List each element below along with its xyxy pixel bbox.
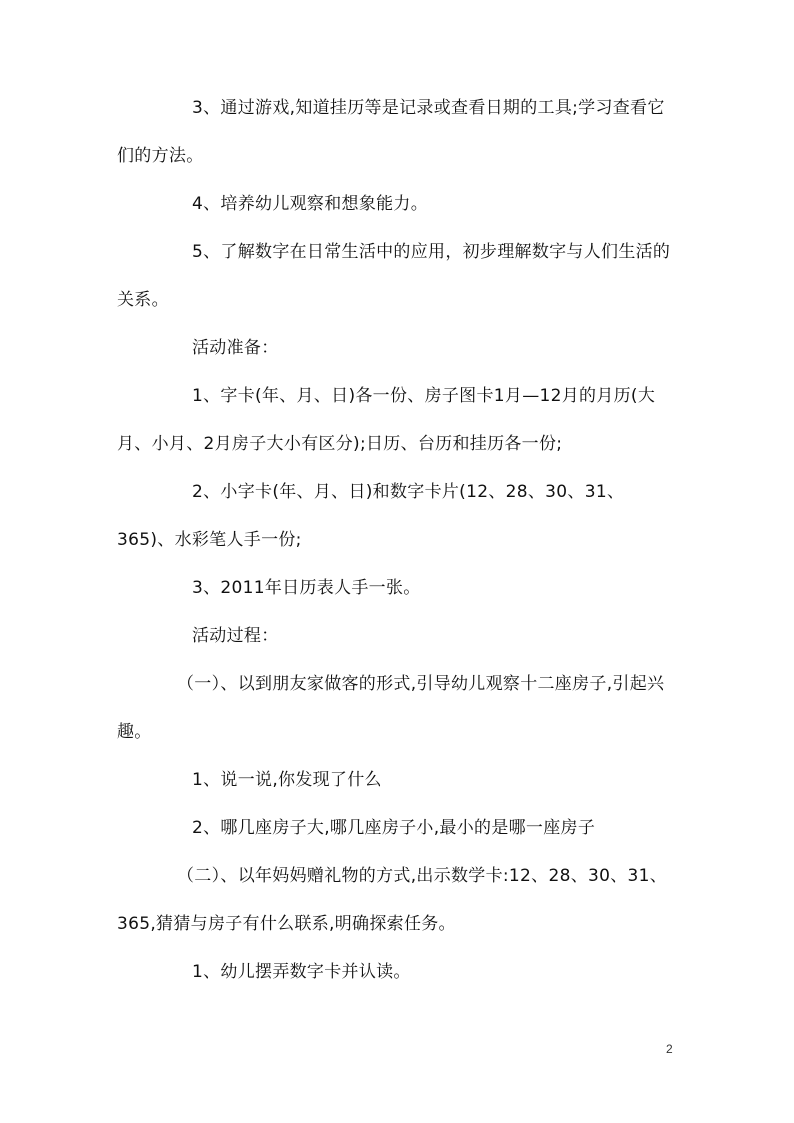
page-number: 2 bbox=[666, 1042, 673, 1056]
paragraph-prep-3: 3、2011年日历表人手一张。 bbox=[192, 578, 421, 598]
paragraph-goal-3: 3、通过游戏,知道挂历等是记录或查看日期的工具;学习查看它们的方法。 bbox=[117, 98, 665, 166]
section-heading-process: 活动过程： bbox=[192, 626, 279, 646]
paragraph-step-1-item-1: 1、说一说,你发现了什么 bbox=[192, 770, 382, 790]
paragraph-step-1-item-2: 2、哪几座房子大,哪几座房子小,最小的是哪一座房子 bbox=[192, 818, 596, 838]
paragraph-goal-4: 4、培养幼儿观察和想象能力。 bbox=[192, 194, 429, 214]
section-heading-preparation: 活动准备： bbox=[192, 338, 279, 358]
paragraph-goal-5: 5、了解数字在日常生活中的应用，初步理解数字与人们生活的关系。 bbox=[117, 242, 671, 310]
paragraph-step-2-item-1: 1、幼儿摆弄数字卡并认读。 bbox=[192, 962, 411, 982]
paragraph-step-2: （二）、以年妈妈赠礼物的方式,出示数学卡:12、28、30、31、365,猜猜与房子有什么联系,明确探索任务。 bbox=[117, 866, 668, 934]
paragraph-step-1: （一）、以到朋友家做客的形式,引导幼儿观察十二座房子,引起兴趣。 bbox=[117, 674, 665, 742]
paragraph-prep-1: 1、字卡(年、月、日)各一份、房子图卡1月—12月的月历(大月、小月、2月房子大小有区分);日历、台历和挂历各一份; bbox=[117, 386, 656, 454]
paragraph-prep-2: 2、小字卡(年、月、日)和数字卡片(12、28、30、31、365)、水彩笔人手一份; bbox=[117, 482, 625, 550]
